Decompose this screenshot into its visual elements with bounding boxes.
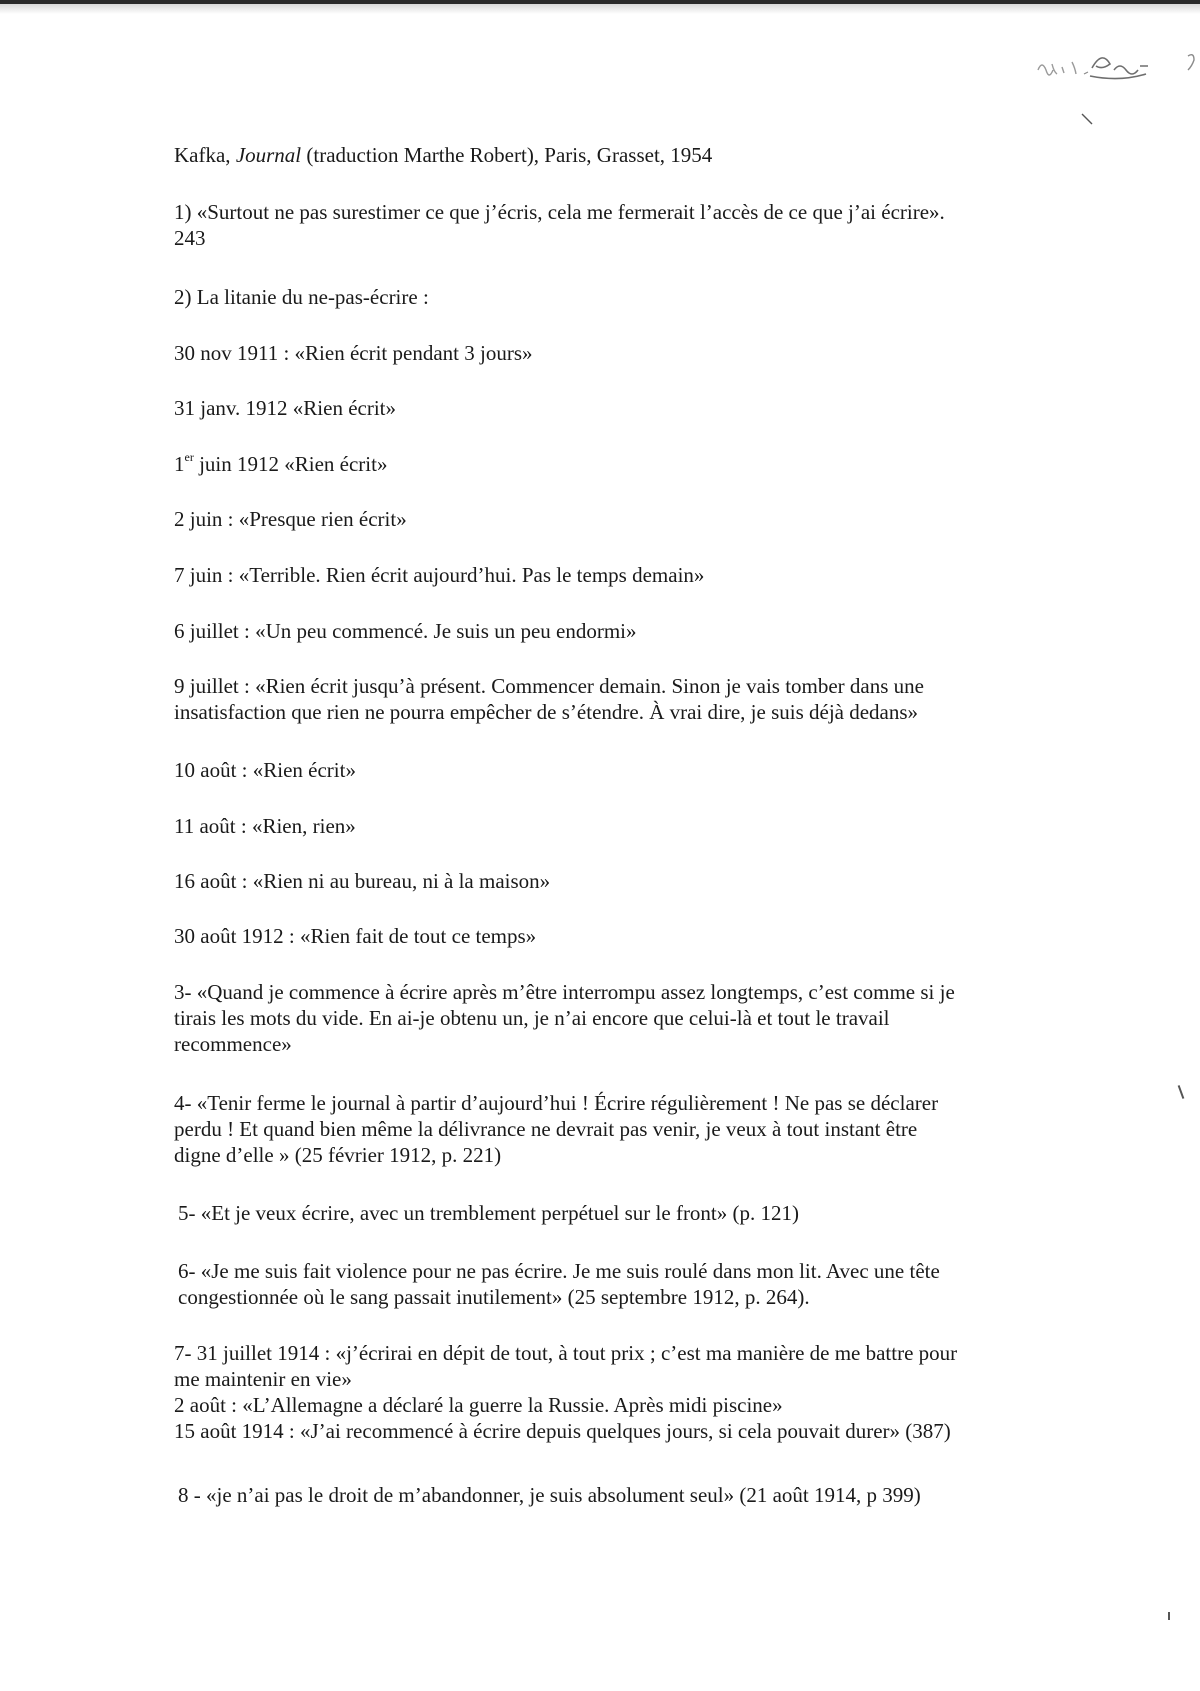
litany-entry <box>174 618 1104 644</box>
bibliography-line <box>174 142 1104 168</box>
litany-entry <box>174 673 1104 725</box>
litany-entry-text: 30 nov 1911 : «Rien écrit pendant 3 jours» <box>174 341 533 365</box>
litany-entry <box>174 395 1104 421</box>
item-5-line: 5- «Et je veux écrire, avec un tremblement perpétuel sur le front» (p. 121) <box>178 1201 800 1225</box>
litany-entry-text: 30 août 1912 : «Rien fait de tout ce temps» <box>174 924 537 948</box>
publication-info: (traduction Marthe Robert), Paris, Grasset, 1954 <box>306 143 713 167</box>
item-6-line: 6- «Je me suis fait violence pour ne pas écrire. Je me suis roulé dans mon lit. Avec une tête <box>178 1259 940 1283</box>
litany-entry-text: insatisfaction que rien ne pourra empêcher de s’étendre. À vrai dire, je suis déjà dedans» <box>174 700 919 724</box>
item-1-page-ref: 243 <box>174 226 206 250</box>
item-4-line: perdu ! Et quand bien même la délivrance ne devrait pas venir, je veux à tout instant être <box>174 1117 918 1141</box>
item-2-heading <box>174 284 1104 310</box>
item-2-heading-text: 2) La litanie du ne-pas-écrire : <box>174 285 429 309</box>
item-5 <box>178 1200 1108 1226</box>
litany-entry <box>174 451 1104 477</box>
author: Kafka, <box>174 143 231 167</box>
item-7-line: 7- 31 juillet 1914 : «j’écrirai en dépit de tout, à tout prix ; c’est ma manière de me battre pour <box>174 1341 958 1365</box>
item-1 <box>174 199 1104 251</box>
litany-entry-text: 16 août : «Rien ni au bureau, ni à la maison» <box>174 869 551 893</box>
item-1-line-1: 1) «Surtout ne pas surestimer ce que j’écris, cela me fermerait l’accès de ce que j’ai écrire». <box>174 200 945 224</box>
margin-mark <box>1168 1612 1170 1620</box>
item-4 <box>174 1090 1104 1168</box>
litany-entry <box>174 923 1104 949</box>
litany-entry <box>174 562 1104 588</box>
item-3 <box>174 979 1104 1057</box>
litany-entry <box>174 813 1104 839</box>
item-6-line: congestionnée où le sang passait inutilement» (25 septembre 1912, p. 264). <box>178 1285 810 1309</box>
item-8 <box>178 1482 1108 1508</box>
handwritten-annotation <box>1030 42 1200 132</box>
litany-entry <box>174 868 1104 894</box>
item-7-line: me maintenir en vie» <box>174 1367 352 1391</box>
litany-entry-text: juin 1912 «Rien écrit» <box>193 452 388 476</box>
litany-entry-text: 9 juillet : «Rien écrit jusqu’à présent. Commencer demain. Sinon je vais tomber dans une <box>174 674 924 698</box>
item-3-line: tirais les mots du vide. En ai-je obtenu un, je n’ai encore que celui-là et tout le travail <box>174 1006 890 1030</box>
litany-entry-text: 10 août : «Rien écrit» <box>174 758 356 782</box>
item-3-line: recommence» <box>174 1032 292 1056</box>
item-3-line: 3- «Quand je commence à écrire après m’être interrompu assez longtemps, c’est comme si je <box>174 980 955 1004</box>
litany-entry <box>174 506 1104 532</box>
litany-entry-day: 1 <box>174 452 185 476</box>
margin-mark <box>1178 1085 1185 1099</box>
scan-shadow <box>0 4 1200 14</box>
item-7 <box>174 1340 1104 1444</box>
item-7-line: 2 août : «L’Allemagne a déclaré la guerre la Russie. Après midi piscine» <box>174 1393 783 1417</box>
item-7-line: 15 août 1914 : «J’ai recommencé à écrire depuis quelques jours, si cela pouvait durer» (387) <box>174 1419 951 1443</box>
litany-entry-text: 2 juin : «Presque rien écrit» <box>174 507 407 531</box>
item-4-line: 4- «Tenir ferme le journal à partir d’aujourd’hui ! Écrire régulièrement ! Ne pas se déclarer <box>174 1091 939 1115</box>
litany-entry-ordinal: er <box>184 450 194 464</box>
item-4-line: digne d’elle » (25 février 1912, p. 221) <box>174 1143 502 1167</box>
litany-entry-text: 7 juin : «Terrible. Rien écrit aujourd’hui. Pas le temps demain» <box>174 563 705 587</box>
litany-entry-text: 31 janv. 1912 «Rien écrit» <box>174 396 397 420</box>
litany-entry <box>174 340 1104 366</box>
book-title: Journal <box>235 143 302 167</box>
item-6 <box>178 1258 1108 1310</box>
item-8-line: 8 - «je n’ai pas le droit de m’abandonner, je suis absolument seul» (21 août 1914, p 399) <box>178 1483 921 1507</box>
litany-entry-text: 6 juillet : «Un peu commencé. Je suis un peu endormi» <box>174 619 637 643</box>
litany-entry <box>174 757 1104 783</box>
litany-entry-text: 11 août : «Rien, rien» <box>174 814 356 838</box>
